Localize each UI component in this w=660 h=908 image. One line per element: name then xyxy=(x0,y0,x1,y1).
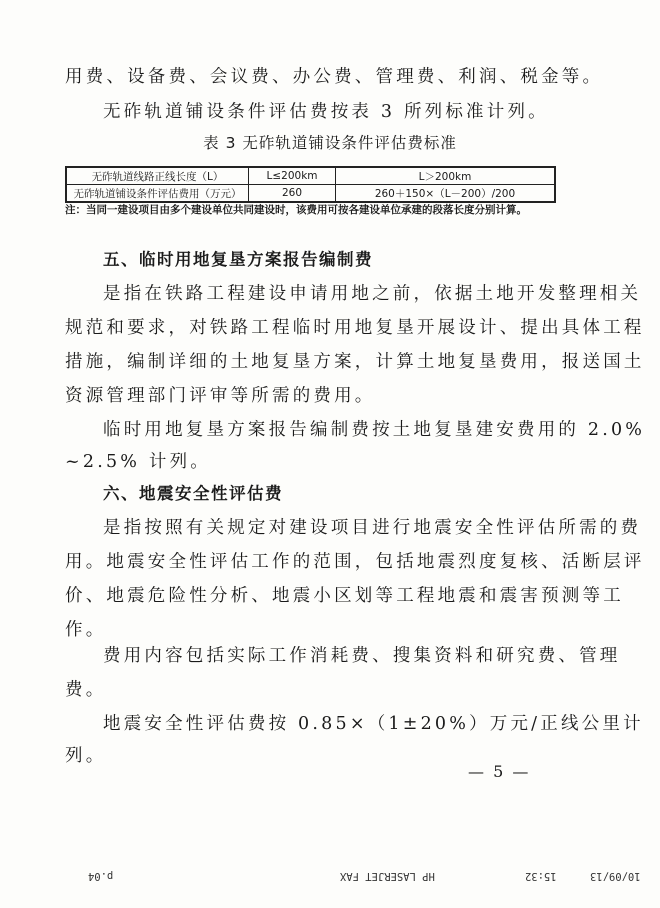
table-cell: 无砟轨道铺设条件评估费用（万元） xyxy=(66,185,249,203)
paragraph-line: 作。 xyxy=(65,620,107,640)
paragraph-line: 是指在铁路工程建设申请用地之前，依据土地开发整理相关 xyxy=(103,284,642,304)
paragraph-line: ~2.5% 计列。 xyxy=(65,452,211,472)
paragraph-line: 费。 xyxy=(65,680,107,700)
table-cell: 无砟轨道线路正线长度（L） xyxy=(66,167,249,185)
paragraph-line: 临时用地复垦方案报告编制费按土地复垦建安费用的 2.0% xyxy=(103,420,646,440)
table-row xyxy=(66,185,555,203)
section-heading: 六、地震安全性评估费 xyxy=(103,484,283,503)
fax-device: HP LASERJET FAX xyxy=(340,870,435,882)
paragraph-line: 用费、设备费、会议费、办公费、管理费、利润、税金等。 xyxy=(65,67,604,87)
table-cell: 260 xyxy=(249,185,336,203)
table-note: 注：当同一建设项目由多个建设单位共同建设时，该费用可按各建设单位承建的段落长度分别计算。 xyxy=(65,204,527,216)
paragraph-line: 资源管理部门评审等所需的费用。 xyxy=(65,386,376,406)
paragraph-line: 费用内容包括实际工作消耗费、搜集资料和研究费、管理 xyxy=(103,646,621,666)
paragraph-line: 列。 xyxy=(65,746,107,766)
paragraph-line: 地震安全性评估费按 0.85×（1±20%）万元/正线公里计 xyxy=(103,714,644,734)
table-cell: L＞200km xyxy=(336,167,556,185)
paragraph-line: 用。地震安全性评估工作的范围，包括地震烈度复核、活断层评 xyxy=(65,552,645,572)
section-heading: 五、临时用地复垦方案报告编制费 xyxy=(103,250,373,269)
paragraph-line: 规范和要求，对铁路工程临时用地复垦开展设计、提出具体工程 xyxy=(65,318,645,338)
paragraph-line: 价、地震危险性分析、地震小区划等工程地震和震害预测等工 xyxy=(65,586,624,606)
table-cell: 260＋150×（L－200）/200 xyxy=(336,185,556,203)
fax-time: 15:32 xyxy=(525,870,557,882)
table-caption: 表 3 无砟轨道铺设条件评估费标准 xyxy=(203,134,457,152)
page-number: — 5 — xyxy=(468,762,531,781)
table-cell: L≤200km xyxy=(249,167,336,185)
fax-page: p.04 xyxy=(88,870,114,882)
fee-standard-table xyxy=(65,166,556,203)
paragraph-line: 是指按照有关规定对建设项目进行地震安全性评估所需的费 xyxy=(103,518,642,538)
paragraph-line: 无砟轨道铺设条件评估费按表 3 所列标准计列。 xyxy=(103,102,549,122)
table-row xyxy=(66,167,555,185)
fax-date: 10/09/13 xyxy=(590,870,641,882)
paragraph-line: 措施，编制详细的土地复垦方案，计算土地复垦费用，报送国土 xyxy=(65,352,645,372)
